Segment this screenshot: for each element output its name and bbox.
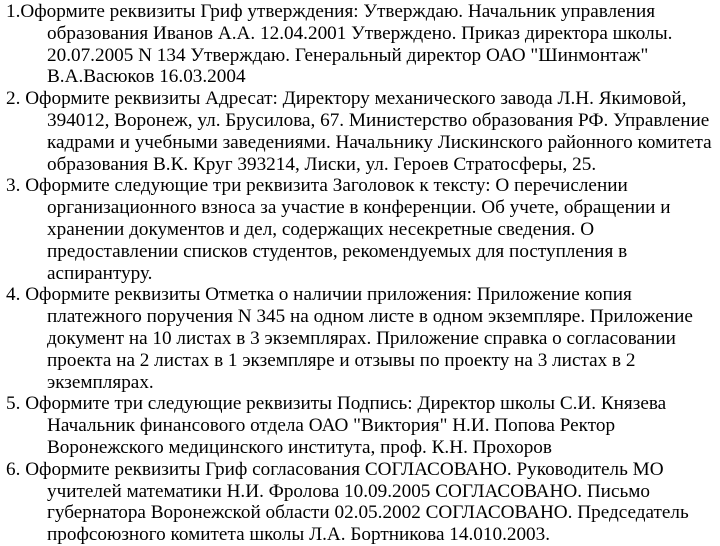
exercise-list [6,1,712,546]
task-2: 2. Оформите реквизиты Адресат: Директору механического завода Л.Н. Якимовой, 394012, Воронеж, ул. Брусилова, 67. Министерство образования РФ. Управление кадрами и учебными заведениями. Начальнику Лискинского районного комитета образования В.К. Круг 393214, Лиски, ул. Героев Стратосферы, 25. [6,88,712,175]
task-3: 3. Оформите следующие три реквизита Заголовок к тексту: О перечислении организационного взноса за участие в конференции. Об учете, обращении и хранении документов и дел, содержащих несекретные сведения. О предоставлении списков студентов, рекомендуемых для поступления в аспирантуру. [6,175,671,284]
task-6: 6. Оформите реквизиты Гриф согласования СОГЛАСОВАНО. Руководитель МО учителей математики Н.И. Фролова 10.09.2005 СОГЛАСОВАНО. Письмо губернатора Воронежской области 02.05.2002 СОГЛАСОВАНО. Председатель профсоюзного комитета школы Л.А. Бортникова 14.010.2003. [6,458,689,546]
task-5: 5. Оформите три следующие реквизиты Подпись: Директор школы С.И. Князева Начальник финансового отдела ОАО "Виктория" Н.И. Попова Ректор Воронежского медицинского института, проф. К.Н. Прохоров [6,393,667,458]
task-4: 4. Оформите реквизиты Отметка о наличии приложения: Приложение копия платежного поручения N 345 на одном листе в одном экземпляре. Приложение документ на 10 листах в 3 экземплярах. Приложение справка о согласовании проекта на 2 листах в 1 экземпляре и отзывы по проекту на 3 листах в 2 экземплярах. [6,284,693,393]
task-1: 1.Оформите реквизиты Гриф утверждения: Утверждаю. Начальник управления образования Иванов А.А. 12.04.2001 Утверждено. Приказ директора школы. 20.07.2005 N 134 Утверждаю. Генеральный директор ОАО "Шинмонтаж" В.А.Васюков 16.03.2004 [6,1,673,88]
